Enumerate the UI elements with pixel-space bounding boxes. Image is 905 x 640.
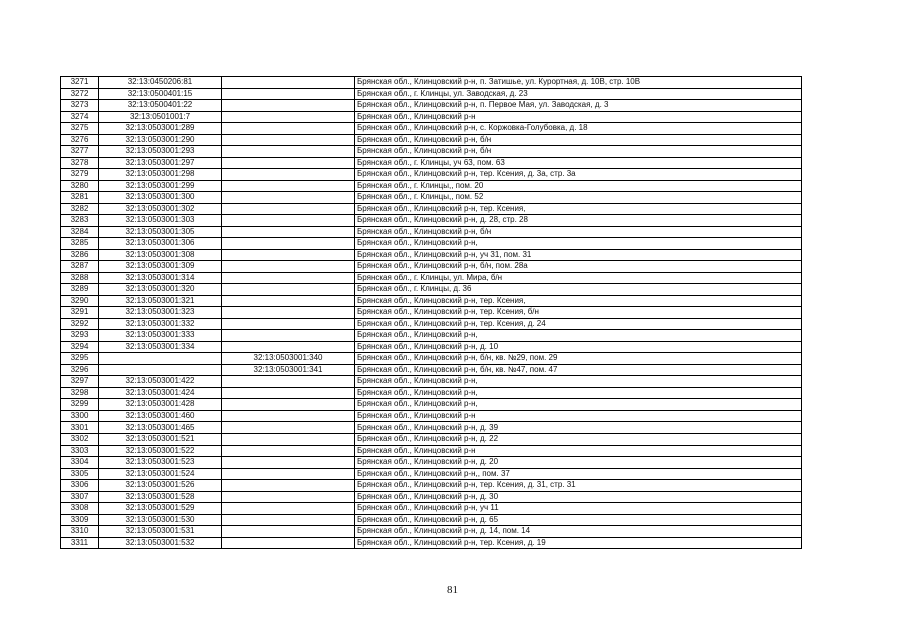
cadastral-number-alt-cell (222, 480, 355, 492)
table-row (61, 457, 802, 469)
cadastral-number-alt-cell (222, 169, 355, 181)
cadastral-number-cell: 32:13:0503001:332 (99, 318, 222, 330)
cadastral-number-cell: 32:13:0503001:293 (99, 146, 222, 158)
table-row (61, 399, 802, 411)
row-number-cell: 3311 (61, 537, 99, 549)
table-row (61, 433, 802, 445)
cadastral-number-alt-cell (222, 249, 355, 261)
table-row (61, 272, 802, 284)
table-row (61, 134, 802, 146)
address-cell: Брянская обл., Клинцовский р-н, тер. Ксения, д. 19 (355, 537, 802, 549)
row-number-cell: 3307 (61, 491, 99, 503)
cadastral-number-alt-cell (222, 433, 355, 445)
cadastral-number-alt-cell (222, 457, 355, 469)
cadastral-number-cell: 32:13:0503001:521 (99, 433, 222, 445)
row-number-cell: 3297 (61, 376, 99, 388)
cadastral-number-alt-cell (222, 537, 355, 549)
row-number-cell: 3288 (61, 272, 99, 284)
table-row (61, 203, 802, 215)
cadastral-number-cell: 32:13:0501001:7 (99, 111, 222, 123)
address-cell: Брянская обл., Клинцовский р-н, п. Первое Мая, ул. Заводская, д. 3 (355, 100, 802, 112)
cadastral-number-cell: 32:13:0503001:302 (99, 203, 222, 215)
table-row (61, 537, 802, 549)
cadastral-number-cell: 32:13:0503001:314 (99, 272, 222, 284)
cadastral-number-cell: 32:13:0503001:428 (99, 399, 222, 411)
cadastral-number-cell: 32:13:0503001:333 (99, 330, 222, 342)
address-cell: Брянская обл., Клинцовский р-н, д. 28, стр. 28 (355, 215, 802, 227)
address-cell: Брянская обл., г. Клинцы,, пом. 52 (355, 192, 802, 204)
cadastral-number-alt-cell (222, 503, 355, 515)
row-number-cell: 3277 (61, 146, 99, 158)
cadastral-number-alt-cell (222, 468, 355, 480)
address-cell: Брянская обл., Клинцовский р-н, тер. Ксения, д. 3а, стр. 3а (355, 169, 802, 181)
row-number-cell: 3281 (61, 192, 99, 204)
address-cell: Брянская обл., Клинцовский р-н, (355, 387, 802, 399)
row-number-cell: 3309 (61, 514, 99, 526)
row-number-cell: 3272 (61, 88, 99, 100)
cadastral-number-alt-cell (222, 180, 355, 192)
table-row (61, 307, 802, 319)
table-row (61, 341, 802, 353)
row-number-cell: 3286 (61, 249, 99, 261)
cadastral-number-alt-cell: 32:13:0503001:341 (222, 364, 355, 376)
row-number-cell: 3304 (61, 457, 99, 469)
address-cell: Брянская обл., Клинцовский р-н, д. 20 (355, 457, 802, 469)
row-number-cell: 3280 (61, 180, 99, 192)
cadastral-number-alt-cell (222, 146, 355, 158)
cadastral-number-cell (99, 364, 222, 376)
row-number-cell: 3310 (61, 526, 99, 538)
address-cell: Брянская обл., Клинцовский р-н, б/н (355, 134, 802, 146)
table-row (61, 77, 802, 89)
row-number-cell: 3306 (61, 480, 99, 492)
address-cell: Брянская обл., Клинцовский р-н, (355, 238, 802, 250)
row-number-cell: 3287 (61, 261, 99, 273)
address-cell: Брянская обл., Клинцовский р-н, тер. Ксения, д. 31, стр. 31 (355, 480, 802, 492)
table-row (61, 226, 802, 238)
cadastral-number-alt-cell (222, 226, 355, 238)
row-number-cell: 3283 (61, 215, 99, 227)
cadastral-number-cell: 32:13:0503001:289 (99, 123, 222, 135)
cadastral-number-cell: 32:13:0500401:15 (99, 88, 222, 100)
cadastral-number-cell: 32:13:0503001:320 (99, 284, 222, 296)
table-row (61, 387, 802, 399)
table-row (61, 169, 802, 181)
row-number-cell: 3271 (61, 77, 99, 89)
address-cell: Брянская обл., г. Клинцы, уч 63, пом. 63 (355, 157, 802, 169)
address-cell: Брянская обл., г. Клинцы,, пом. 20 (355, 180, 802, 192)
page-number: 81 (447, 584, 458, 596)
address-cell: Брянская обл., Клинцовский р-н, б/н, кв. №29, пом. 29 (355, 353, 802, 365)
table-row (61, 422, 802, 434)
table-row (61, 249, 802, 261)
row-number-cell: 3275 (61, 123, 99, 135)
table-row (61, 215, 802, 227)
table-row (61, 514, 802, 526)
address-cell: Брянская обл., Клинцовский р-н, б/н, пом. 28а (355, 261, 802, 273)
row-number-cell: 3293 (61, 330, 99, 342)
cadastral-number-alt-cell (222, 330, 355, 342)
cadastral-number-alt-cell (222, 215, 355, 227)
cadastral-number-cell: 32:13:0503001:465 (99, 422, 222, 434)
cadastral-number-cell: 32:13:0503001:424 (99, 387, 222, 399)
row-number-cell: 3279 (61, 169, 99, 181)
cadastral-number-alt-cell (222, 445, 355, 457)
address-cell: Брянская обл., Клинцовский р-н, д. 22 (355, 433, 802, 445)
cadastral-number-alt-cell (222, 111, 355, 123)
cadastral-number-alt-cell (222, 376, 355, 388)
address-cell: Брянская обл., Клинцовский р-н, п. Затишье, ул. Курортная, д. 10В, стр. 10В (355, 77, 802, 89)
cadastral-number-cell: 32:13:0503001:303 (99, 215, 222, 227)
row-number-cell: 3298 (61, 387, 99, 399)
table-row (61, 88, 802, 100)
cadastral-number-alt-cell (222, 77, 355, 89)
cadastral-number-alt-cell (222, 88, 355, 100)
address-cell: Брянская обл., Клинцовский р-н, д. 14, пом. 14 (355, 526, 802, 538)
cadastral-number-alt-cell (222, 157, 355, 169)
row-number-cell: 3278 (61, 157, 99, 169)
cadastral-number-cell: 32:13:0503001:529 (99, 503, 222, 515)
address-cell: Брянская обл., Клинцовский р-н, б/н, кв. №47, пом. 47 (355, 364, 802, 376)
cadastral-number-alt-cell (222, 192, 355, 204)
cadastral-number-alt-cell (222, 341, 355, 353)
row-number-cell: 3282 (61, 203, 99, 215)
address-cell: Брянская обл., Клинцовский р-н, д. 39 (355, 422, 802, 434)
table-row (61, 353, 802, 365)
table-row (61, 123, 802, 135)
cadastral-number-cell: 32:13:0503001:323 (99, 307, 222, 319)
cadastral-number-cell: 32:13:0503001:306 (99, 238, 222, 250)
cadastral-number-cell: 32:13:0503001:531 (99, 526, 222, 538)
cadastral-number-cell: 32:13:0503001:308 (99, 249, 222, 261)
row-number-cell: 3300 (61, 410, 99, 422)
cadastral-number-cell: 32:13:0503001:298 (99, 169, 222, 181)
table-row (61, 111, 802, 123)
row-number-cell: 3290 (61, 295, 99, 307)
cadastral-number-cell: 32:13:0503001:297 (99, 157, 222, 169)
cadastral-number-alt-cell (222, 526, 355, 538)
row-number-cell: 3285 (61, 238, 99, 250)
table-row (61, 491, 802, 503)
row-number-cell: 3276 (61, 134, 99, 146)
cadastral-number-cell: 32:13:0503001:334 (99, 341, 222, 353)
cadastral-number-cell: 32:13:0503001:422 (99, 376, 222, 388)
row-number-cell: 3294 (61, 341, 99, 353)
row-number-cell: 3284 (61, 226, 99, 238)
address-cell: Брянская обл., г. Клинцы, ул. Мира, б/н (355, 272, 802, 284)
cadastral-number-alt-cell (222, 318, 355, 330)
address-cell: Брянская обл., Клинцовский р-н (355, 410, 802, 422)
cadastral-number-cell (99, 353, 222, 365)
row-number-cell: 3308 (61, 503, 99, 515)
address-cell: Брянская обл., Клинцовский р-н (355, 445, 802, 457)
address-cell: Брянская обл., Клинцовский р-н, уч 11 (355, 503, 802, 515)
table-row (61, 410, 802, 422)
cadastral-number-alt-cell (222, 387, 355, 399)
cadastral-number-alt-cell (222, 295, 355, 307)
table-body (61, 77, 802, 549)
row-number-cell: 3289 (61, 284, 99, 296)
address-cell: Брянская обл., Клинцовский р-н, тер. Ксения, б/н (355, 307, 802, 319)
row-number-cell: 3302 (61, 433, 99, 445)
table-row (61, 261, 802, 273)
cadastral-number-cell: 32:13:0503001:290 (99, 134, 222, 146)
cadastral-number-alt-cell (222, 284, 355, 296)
address-cell: Брянская обл., Клинцовский р-н, д. 30 (355, 491, 802, 503)
table-row (61, 468, 802, 480)
table-row (61, 503, 802, 515)
table-row (61, 295, 802, 307)
table-row (61, 318, 802, 330)
cadastral-number-alt-cell (222, 203, 355, 215)
address-cell: Брянская обл., г. Клинцы, д. 36 (355, 284, 802, 296)
row-number-cell: 3296 (61, 364, 99, 376)
cadastral-number-cell: 32:13:0503001:309 (99, 261, 222, 273)
table-row (61, 284, 802, 296)
cadastral-number-alt-cell (222, 491, 355, 503)
cadastral-number-alt-cell: 32:13:0503001:340 (222, 353, 355, 365)
address-cell: Брянская обл., Клинцовский р-н, тер. Ксения, д. 24 (355, 318, 802, 330)
table-row (61, 480, 802, 492)
cadastral-number-alt-cell (222, 134, 355, 146)
row-number-cell: 3291 (61, 307, 99, 319)
cadastral-number-alt-cell (222, 399, 355, 411)
address-cell: Брянская обл., Клинцовский р-н, тер. Ксения, (355, 203, 802, 215)
table-row (61, 157, 802, 169)
address-cell: Брянская обл., Клинцовский р-н, тер. Ксения, (355, 295, 802, 307)
table-row (61, 146, 802, 158)
address-cell: Брянская обл., Клинцовский р-н, б/н (355, 146, 802, 158)
cadastral-number-cell: 32:13:0503001:532 (99, 537, 222, 549)
table-row (61, 376, 802, 388)
cadastral-number-alt-cell (222, 410, 355, 422)
row-number-cell: 3292 (61, 318, 99, 330)
cadastral-number-alt-cell (222, 100, 355, 112)
cadastral-number-cell: 32:13:0503001:530 (99, 514, 222, 526)
address-cell: Брянская обл., Клинцовский р-н, д. 65 (355, 514, 802, 526)
cadastral-number-cell: 32:13:0503001:522 (99, 445, 222, 457)
cadastral-number-cell: 32:13:0503001:321 (99, 295, 222, 307)
cadastral-number-cell: 32:13:0503001:523 (99, 457, 222, 469)
cadastral-number-alt-cell (222, 123, 355, 135)
table-row (61, 100, 802, 112)
table-row (61, 364, 802, 376)
row-number-cell: 3273 (61, 100, 99, 112)
table-row (61, 238, 802, 250)
address-cell: Брянская обл., Клинцовский р-н, уч 31, пом. 31 (355, 249, 802, 261)
address-cell: Брянская обл., Клинцовский р-н, д. 10 (355, 341, 802, 353)
cadastral-number-cell: 32:13:0503001:524 (99, 468, 222, 480)
table-row (61, 330, 802, 342)
address-cell: Брянская обл., Клинцовский р-н, б/н (355, 226, 802, 238)
cadastral-number-cell: 32:13:0503001:299 (99, 180, 222, 192)
cadastral-number-alt-cell (222, 261, 355, 273)
address-cell: Брянская обл., Клинцовский р-н (355, 111, 802, 123)
cadastral-number-alt-cell (222, 307, 355, 319)
cadastral-number-cell: 32:13:0503001:528 (99, 491, 222, 503)
row-number-cell: 3295 (61, 353, 99, 365)
address-cell: Брянская обл., Клинцовский р-н,, пом. 37 (355, 468, 802, 480)
cadastral-number-cell: 32:13:0503001:526 (99, 480, 222, 492)
row-number-cell: 3303 (61, 445, 99, 457)
address-cell: Брянская обл., Клинцовский р-н, (355, 376, 802, 388)
cadastral-table (60, 76, 802, 549)
cadastral-number-alt-cell (222, 238, 355, 250)
row-number-cell: 3301 (61, 422, 99, 434)
cadastral-number-alt-cell (222, 422, 355, 434)
row-number-cell: 3274 (61, 111, 99, 123)
address-cell: Брянская обл., Клинцовский р-н, (355, 399, 802, 411)
row-number-cell: 3299 (61, 399, 99, 411)
address-cell: Брянская обл., Клинцовский р-н, с. Коржовка-Голубовка, д. 18 (355, 123, 802, 135)
table-row (61, 526, 802, 538)
table-row (61, 192, 802, 204)
cadastral-number-cell: 32:13:0450206:81 (99, 77, 222, 89)
address-cell: Брянская обл., Клинцовский р-н, (355, 330, 802, 342)
cadastral-number-cell: 32:13:0503001:305 (99, 226, 222, 238)
cadastral-number-alt-cell (222, 272, 355, 284)
table-row (61, 445, 802, 457)
address-cell: Брянская обл., г. Клинцы, ул. Заводская, д. 23 (355, 88, 802, 100)
cadastral-number-alt-cell (222, 514, 355, 526)
cadastral-number-cell: 32:13:0500401:22 (99, 100, 222, 112)
cadastral-number-cell: 32:13:0503001:460 (99, 410, 222, 422)
cadastral-number-cell: 32:13:0503001:300 (99, 192, 222, 204)
table-row (61, 180, 802, 192)
row-number-cell: 3305 (61, 468, 99, 480)
